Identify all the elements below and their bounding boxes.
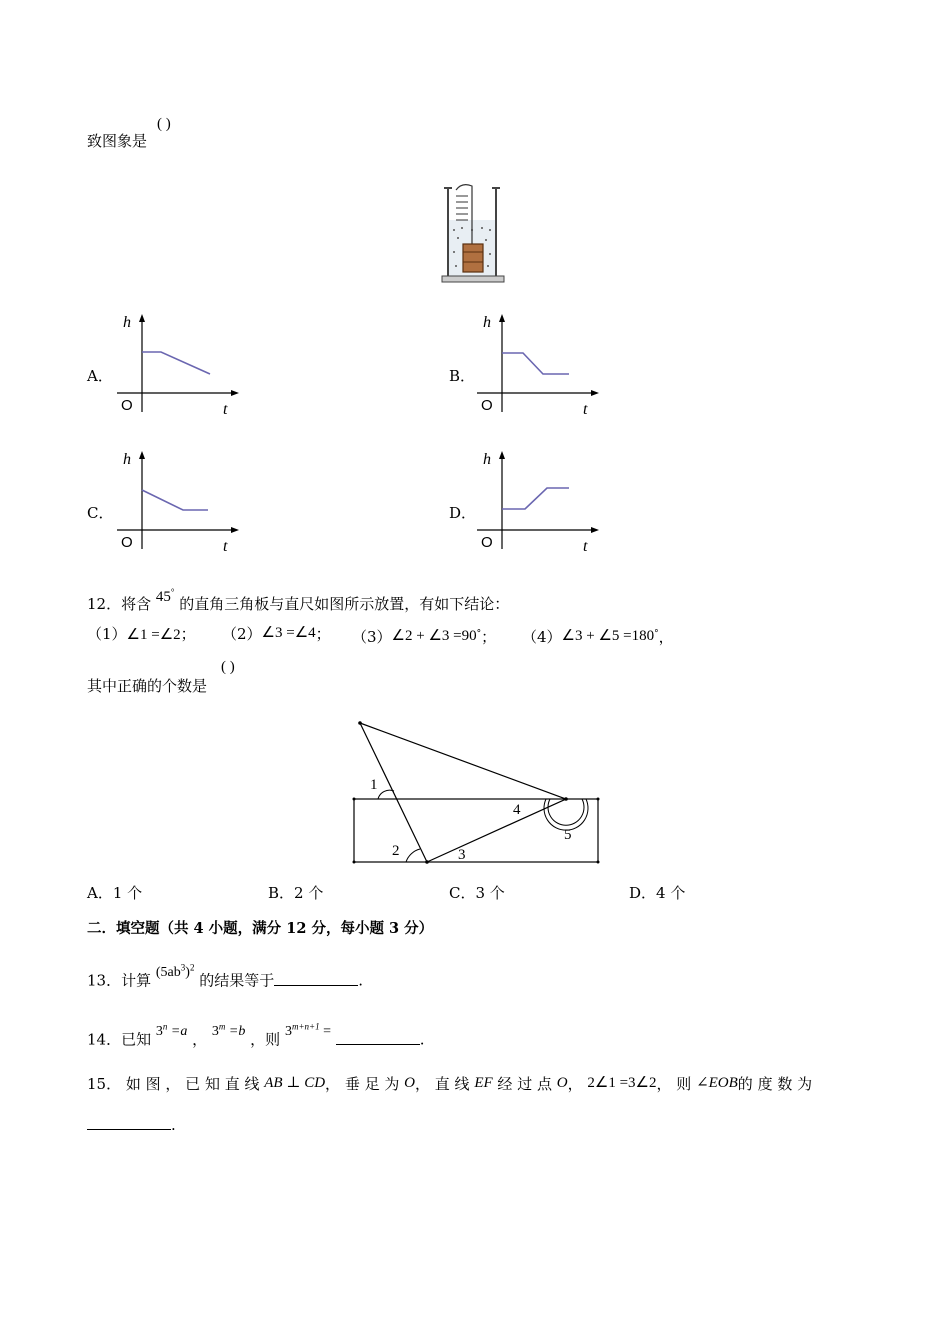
q15-answer-blank[interactable] [87, 1115, 171, 1130]
option-b-label: B． [449, 367, 476, 385]
q12-stem: 12．将含 45° 的直角三角板与直尺如图所示放置，有如下结论： [87, 587, 510, 613]
option-c-origin-label: O [121, 534, 133, 551]
q11-answer-paren: ( ) [157, 116, 171, 132]
q12-conclusion-1: （1）∠1 =∠2； [87, 625, 196, 643]
q13-number: 13． [87, 971, 122, 990]
q12-choice-a: A．1 个 [87, 884, 143, 902]
q11-stem-tail: 致图象是 [87, 132, 148, 150]
ruler-rectangle [354, 799, 598, 862]
option-d-graph [475, 449, 605, 559]
cylinder-apparatus-illustration [438, 180, 508, 286]
option-a-origin-label: O [121, 397, 133, 414]
q14-expr-3: $3^{m+n+1}$ = [284, 1021, 332, 1039]
option-d-curve [502, 488, 569, 509]
option-d-x-axis-label: t [583, 538, 588, 555]
option-d-y-axis-label: h [483, 451, 491, 468]
q12-choice-c: C．3 个 [449, 884, 505, 902]
q12-choice-d: D．4 个 [629, 884, 686, 902]
q12-conclusion-2: （2）∠3 =∠4； [222, 625, 331, 643]
option-a-graph [115, 312, 245, 422]
triangle-ruler-figure [340, 715, 610, 870]
option-c-x-axis-label: t [223, 538, 228, 555]
option-c-label: C． [87, 504, 114, 522]
q12-number: 12． [87, 595, 122, 613]
q13-expression: $(5ab^3)^2$ [155, 962, 195, 980]
angle-label-3: 3 [458, 847, 466, 863]
option-a-curve [142, 352, 210, 374]
section-2-heading: 二．填空题（共 4 小题，满分 12 分，每小题 3 分） [87, 920, 434, 937]
triangle-outline [360, 723, 566, 862]
option-a-label: A． [87, 367, 113, 385]
option-b-y-axis-label: h [483, 314, 491, 331]
angle-label-4: 4 [513, 802, 521, 818]
q14: 14．已知 $3^n =a$ ， $3^m =b$ ，则 $3^{m+n+1}$ = . [87, 1021, 425, 1049]
option-c-graph [115, 449, 245, 559]
option-c-curve [142, 490, 208, 510]
angle-label-2: 2 [392, 843, 400, 859]
option-a-x-axis-label: t [223, 401, 228, 418]
q15-number: 15． [87, 1075, 122, 1093]
option-b-origin-label: O [481, 397, 493, 414]
q14-expr-1: $3^n =a$ [155, 1021, 188, 1039]
q12-choice-b: B．2 个 [268, 884, 324, 902]
option-b-graph [475, 312, 605, 422]
q15-line-2: . [87, 1115, 176, 1135]
option-a-y-axis-label: h [123, 314, 131, 331]
q14-number: 14． [87, 1030, 122, 1049]
q13-answer-blank[interactable] [274, 971, 358, 986]
q12-conclusion-4: （4）∠3 + ∠5 =180°， [522, 628, 674, 646]
option-c-y-axis-label: h [123, 451, 131, 468]
q13: 13．计算 $(5ab^3)^2$ 的结果等于 . [87, 962, 364, 990]
q12-conclusion-3: （3）∠2 + ∠3 =90°； [352, 628, 497, 646]
q14-expr-2: $3^m =b$ [211, 1021, 246, 1039]
option-b-x-axis-label: t [583, 401, 588, 418]
angle-label-1: 1 [370, 777, 378, 793]
option-b-curve [502, 353, 569, 374]
q15-line-1: 15． 如 图 ， 已 知 直 线 AB ⊥ CD， 垂 足 为 O， 直 线 EF 经 过 点 O， 2∠1 =3∠2， 则 ∠EOB的 度 数 为 [87, 1075, 813, 1093]
option-d-origin-label: O [481, 534, 493, 551]
angle-label-5: 5 [564, 827, 572, 843]
option-d-label: D． [449, 504, 477, 522]
q12-answer-paren: ( ) [221, 659, 235, 675]
q14-answer-blank[interactable] [336, 1030, 420, 1045]
q12-ask: 其中正确的个数是 [87, 677, 208, 695]
